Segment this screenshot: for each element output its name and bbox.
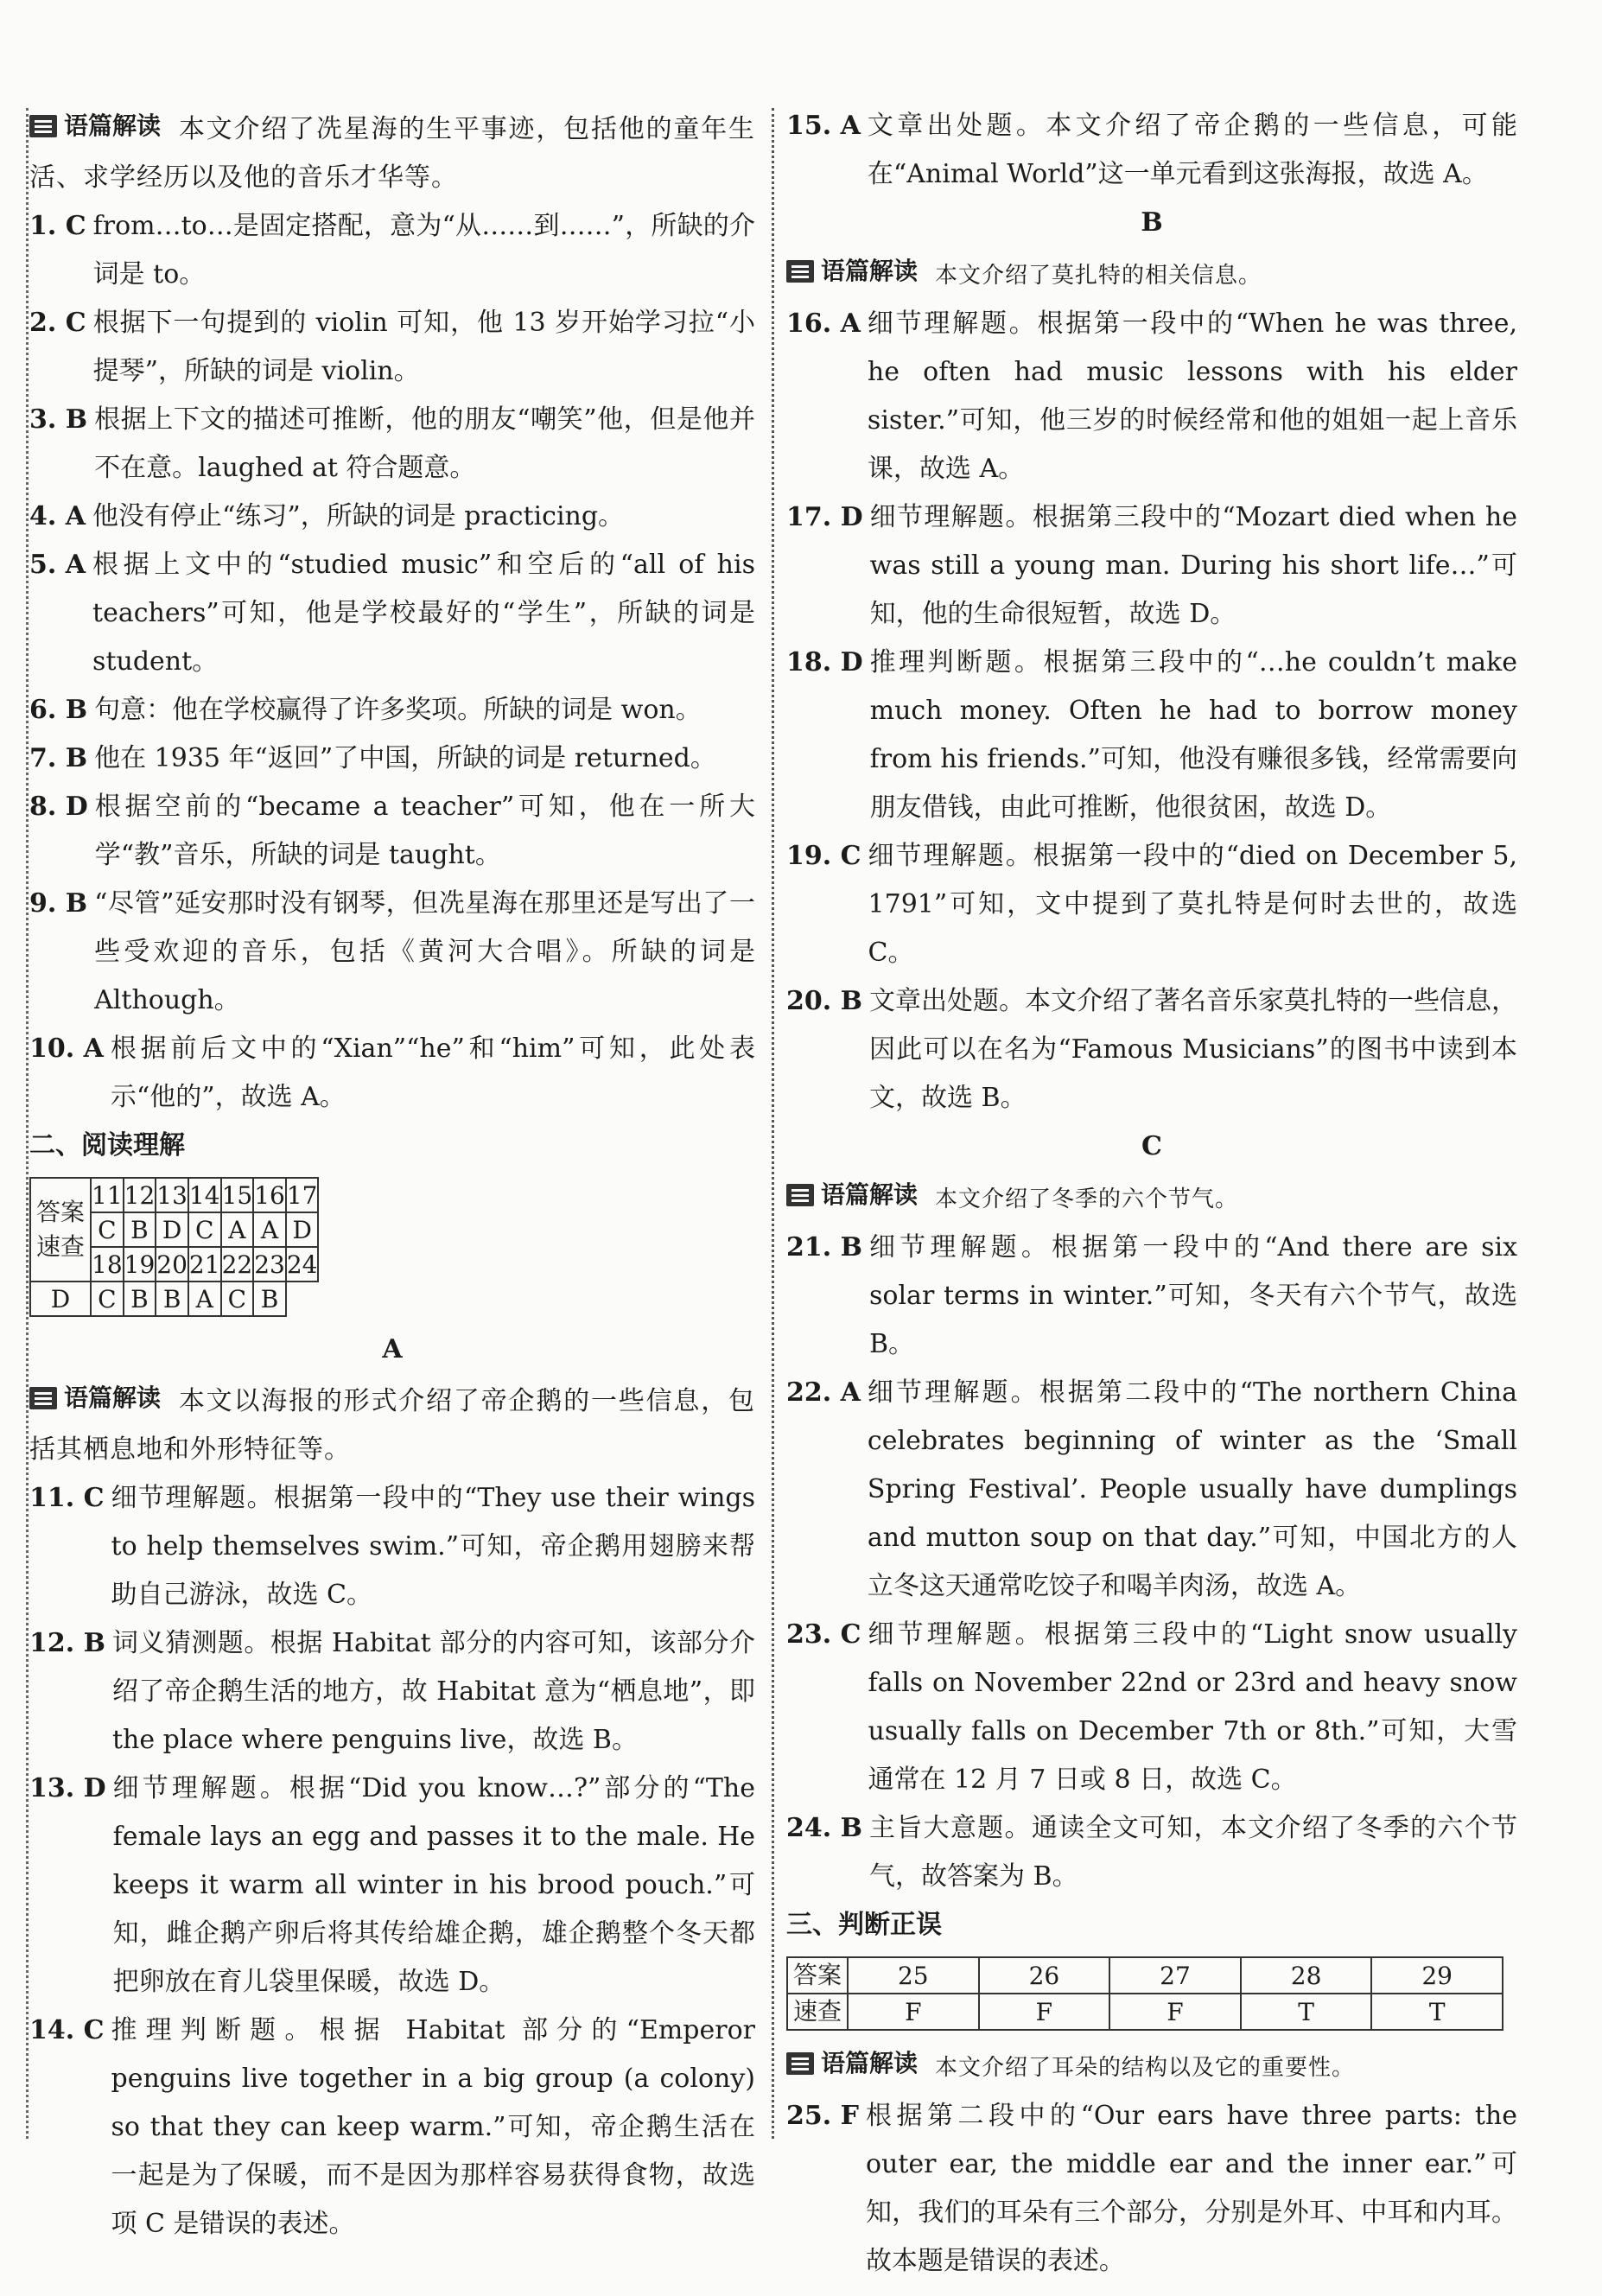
table-cell: D [30, 1282, 91, 1316]
answer-number: 25. F [786, 2101, 859, 2131]
answer-item [29, 299, 755, 396]
book-icon [786, 260, 814, 283]
answer-item [29, 1619, 755, 1765]
table-cell: 25 [848, 1957, 979, 1994]
answer-explanation: 主旨大意题。通读全文可知，本文介绍了冬季的六个节气，故答案为 B。 [869, 1813, 1517, 1892]
answer-explanation: 细节理解题。根据第三段中的“Light snow usually falls on November 22nd or 23rd and heavy snow usually falls on December 7th or 8th.”可知，大雪通常在 12 月 7 日或 8 日，故选 C。 [868, 1619, 1517, 1795]
guide-c [786, 1171, 1517, 1224]
answer-explanation: 推理判断题。根据 Habitat 部分的“Emperor penguins live together in a big group (a colony) so that they can keep warm.”可知，帝企鹅生活在一起是为了保暖，而不是因为那样容易获得食物，故选项 C 是错误的表述。 [111, 2015, 755, 2239]
table-cell: 14 [188, 1178, 221, 1212]
table-label-2: 速查 [787, 1994, 848, 2030]
left-column [29, 102, 755, 2248]
guide-text: 本文介绍了冼星海的生平事迹，包括他的童年生活、求学经历以及他的音乐才华等。 [29, 114, 755, 193]
table-cell: 19 [124, 1247, 156, 1282]
answer-item [786, 493, 1517, 639]
answer-list-2 [29, 1474, 755, 2248]
answer-number: 21. B [786, 1232, 862, 1262]
guide-text: 本文介绍了莫扎特的相关信息。 [935, 263, 1262, 289]
table-cell: B [124, 1282, 156, 1316]
answer-number: 19. C [786, 841, 861, 871]
book-icon [786, 2052, 814, 2075]
table-cell: 16 [253, 1178, 286, 1212]
answer-item [786, 2092, 1517, 2286]
answer-item [29, 202, 755, 299]
part-c-label: C [1141, 1131, 1162, 1161]
guide-badge: 语篇解读 [29, 1374, 161, 1422]
table-cell: C [221, 1282, 254, 1316]
answer-explanation: 他在 1935 年“返回”了中国，所缺的词是 returned。 [94, 743, 716, 773]
answer-explanation: 根据前后文中的“Xian”“he”和“him”可知，此处表示“他的”，故选 A。 [110, 1034, 755, 1112]
guide-text: 本文介绍了冬季的六个节气。 [935, 1186, 1239, 1212]
answer-explanation: 他没有停止“练习”，所缺的词是 practicing。 [92, 501, 625, 531]
answer-number: 10. A [29, 1034, 104, 1064]
answer-number: 12. B [29, 1628, 105, 1658]
table-cell: 11 [91, 1178, 124, 1212]
guide-badge: 语篇解读 [29, 102, 161, 150]
table-cell: B [156, 1282, 188, 1316]
guide-text: 本文介绍了耳朵的结构以及它的重要性。 [935, 2055, 1356, 2081]
answer-explanation: 推理判断题。根据第三段中的“…he couldn’t make much money. Often he had to borrow money from his friends.”可知，他没有赚很多钱，经常需要向朋友借钱，由此可推断，他很贫困，故选 D。 [869, 647, 1517, 823]
guide-badge: 语篇解读 [786, 247, 918, 296]
left-margin-line [26, 108, 29, 2139]
answer-explanation: 文章出处题。本文介绍了著名音乐家莫扎特的一些信息，因此可以在名为“Famous Musicians”的图书中读到本文，故选 B。 [869, 986, 1517, 1113]
answer-number: 16. A [786, 308, 861, 339]
answer-list-5 [786, 1224, 1517, 1901]
table-cell: 15 [221, 1178, 254, 1212]
right-column [786, 102, 1517, 2286]
answer-explanation: 文章出处题。本文介绍了帝企鹅的一些信息，可能在“Animal World”这一单元看到这张海报，故选 A。 [867, 111, 1517, 189]
answer-number: 4. A [29, 501, 86, 531]
part-b-label: B [1141, 207, 1163, 238]
table-cell: 17 [286, 1178, 319, 1212]
answer-explanation: 根据空前的“became a teacher”可知，他在一所大学“教”音乐，所缺的词是 taught。 [94, 792, 755, 870]
answer-item [29, 1474, 755, 1619]
answer-item [29, 1765, 755, 2007]
answer-number: 5. A [29, 550, 86, 580]
answer-list-4 [786, 300, 1517, 1123]
answer-number: 15. A [786, 111, 861, 141]
answer-item [29, 783, 755, 880]
answer-explanation: 词义猜测题。根据 Habitat 部分的内容可知，该部分介绍了帝企鹅生活的地方，故 Habitat 意为“栖息地”，即 the place where penguins live，故选 B。 [112, 1628, 755, 1755]
table-cell: A [253, 1212, 286, 1247]
answer-item [786, 1611, 1517, 1804]
answer-explanation: 根据第二段中的“Our ears have three parts: the outer ear, the middle ear and the inner ear.”可知，我们的耳朵有三个部分，分别是外耳、中耳和内耳。故本题是错误的表述。 [865, 2101, 1517, 2276]
book-icon [29, 115, 57, 137]
answer-number: 11. C [29, 1483, 105, 1513]
answer-number: 14. C [29, 2015, 105, 2045]
guide-intro [29, 102, 755, 202]
answer-number: 3. B [29, 404, 88, 435]
answer-number: 23. C [786, 1619, 861, 1650]
table-cell: A [221, 1212, 254, 1247]
table-cell: 13 [156, 1178, 188, 1212]
answer-item [786, 977, 1517, 1123]
answer-number: 24. B [786, 1813, 862, 1843]
answer-item [29, 1025, 755, 1122]
answer-table-3 [786, 1956, 1503, 2031]
answer-item [29, 686, 755, 735]
answer-number: 22. A [786, 1377, 861, 1408]
table-label-1: 答案 [787, 1957, 848, 1994]
table-cell: 12 [124, 1178, 156, 1212]
table-cell: F [979, 1994, 1110, 2030]
table-cell: A [188, 1282, 221, 1316]
answer-item [29, 493, 755, 541]
answer-table-2 [29, 1177, 319, 1317]
answer-explanation: 细节理解题。根据第一段中的“died on December 5, 1791”可知，文中提到了莫扎特是何时去世的，故选 C。 [868, 841, 1517, 968]
table-cell: B [253, 1282, 286, 1316]
answer-item [786, 300, 1517, 493]
answer-explanation: 细节理解题。根据“Did you know…?”部分的“The female lays an egg and passes it to the male. He keeps it warm all winter in his brood pouch.”可知，雌企鹅产卵后将其传给雄企鹅，雄企鹅整个冬天都把卵放在育儿袋里保暖，故选 D。 [112, 1773, 755, 1997]
table-cell: 26 [979, 1957, 1110, 1994]
answer-number: 17. D [786, 502, 863, 532]
answer-explanation: 细节理解题。根据第一段中的“They use their wings to help themselves swim.”可知，帝企鹅用翅膀来帮助自己游泳，故选 C。 [111, 1483, 755, 1610]
answer-item [786, 1804, 1517, 1901]
table-cell: D [156, 1212, 188, 1247]
table-cell: F [1109, 1994, 1241, 2030]
guide-text: 本文以海报的形式介绍了帝企鹅的一些信息，包括其栖息地和外形特征等。 [29, 1386, 755, 1465]
answer-item [29, 880, 755, 1025]
table-cell: T [1241, 1994, 1372, 2030]
table-cell: F [848, 1994, 979, 2030]
section-3-title: 三、判断正误 [786, 1910, 942, 1940]
table-cell: C [91, 1212, 124, 1247]
answer-explanation: 细节理解题。根据第三段中的“Mozart died when he was still a young man. During his short life…”可知，他的生命很短暂，故选 D。 [869, 502, 1517, 629]
answer-explanation: 句意：他在学校赢得了许多奖项。所缺的词是 won。 [94, 695, 702, 725]
part-a-label: A [382, 1334, 403, 1364]
answer-number: 9. B [29, 888, 88, 919]
answer-explanation: 根据上文中的“studied music”和空后的“all of his teachers”可知，他是学校最好的“学生”，所缺的词是 student。 [92, 550, 755, 677]
answer-number: 2. C [29, 308, 86, 338]
answer-explanation: 根据上下文的描述可推断，他的朋友“嘲笑”他，但是他并不在意。laughed at 符合题意。 [94, 404, 755, 483]
column-divider [772, 108, 774, 2139]
answer-explanation: “尽管”延安那时没有钢琴，但冼星海在那里还是写出了一些受欢迎的音乐，包括《黄河大合唱》。所缺的词是 Although。 [94, 888, 755, 1015]
answer-number: 1. C [29, 211, 86, 241]
answer-item [786, 102, 1517, 199]
table-label: 答案 速查 [30, 1178, 91, 1282]
book-icon [29, 1387, 57, 1409]
answer-number: 7. B [29, 743, 88, 773]
answer-item [786, 1224, 1517, 1369]
guide-b [786, 247, 1517, 300]
answer-number: 13. D [29, 1773, 106, 1803]
table-cell: 18 [91, 1247, 124, 1282]
answer-explanation: 细节理解题。根据第一段中的“When he was three, he often had music lessons with his elder sister.”可知，他三岁的时候经常和他的姐姐一起上音乐课，故选 A。 [867, 308, 1517, 484]
table-cell: C [188, 1212, 221, 1247]
answer-item [29, 2007, 755, 2248]
table-cell: T [1371, 1994, 1503, 2030]
answer-number: 20. B [786, 986, 862, 1016]
answer-list-1 [29, 202, 755, 1122]
answer-list-6 [786, 2092, 1517, 2286]
answer-explanation: 细节理解题。根据第一段中的“And there are six solar terms in winter.”可知，冬天有六个节气，故选 B。 [869, 1232, 1517, 1359]
table-cell: D [286, 1212, 319, 1247]
answer-list-3 [786, 102, 1517, 199]
table-cell: 24 [286, 1247, 319, 1282]
section-2-title: 二、阅读理解 [29, 1130, 185, 1161]
answer-explanation: 细节理解题。根据第二段中的“The northern China celebrates beginning of winter as the ‘Small Spring Festival’. People usually have dumplings and mutton soup on that day.”可知，中国北方的人立冬这天通常吃饺子和喝羊肉汤，故选 A。 [867, 1377, 1517, 1601]
guide-badge: 语篇解读 [786, 1171, 918, 1219]
table-cell: 23 [253, 1247, 286, 1282]
table-cell: 29 [1371, 1957, 1503, 1994]
table-cell: 22 [221, 1247, 254, 1282]
table-cell: C [91, 1282, 124, 1316]
answer-number: 6. B [29, 695, 88, 725]
answer-number: 18. D [786, 647, 863, 677]
answer-item [29, 396, 755, 493]
answer-item [29, 541, 755, 686]
answer-item [786, 639, 1517, 832]
answer-item [786, 1369, 1517, 1611]
answer-explanation: from…to…是固定搭配，意为“从……到……”，所缺的介词是 to。 [92, 211, 755, 289]
table-cell: B [124, 1212, 156, 1247]
table-cell: 27 [1109, 1957, 1241, 1994]
book-icon [786, 1184, 814, 1206]
answer-explanation: 根据下一句提到的 violin 可知，他 13 岁开始学习拉“小提琴”，所缺的词是 violin。 [92, 308, 755, 386]
guide-badge: 语篇解读 [786, 2039, 918, 2088]
guide-a [29, 1374, 755, 1474]
table-cell: 28 [1241, 1957, 1372, 1994]
guide-d [786, 2039, 1517, 2092]
answer-number: 8. D [29, 792, 88, 822]
answer-item [786, 832, 1517, 977]
answer-item [29, 735, 755, 783]
table-cell: 20 [156, 1247, 188, 1282]
table-cell: 21 [188, 1247, 221, 1282]
